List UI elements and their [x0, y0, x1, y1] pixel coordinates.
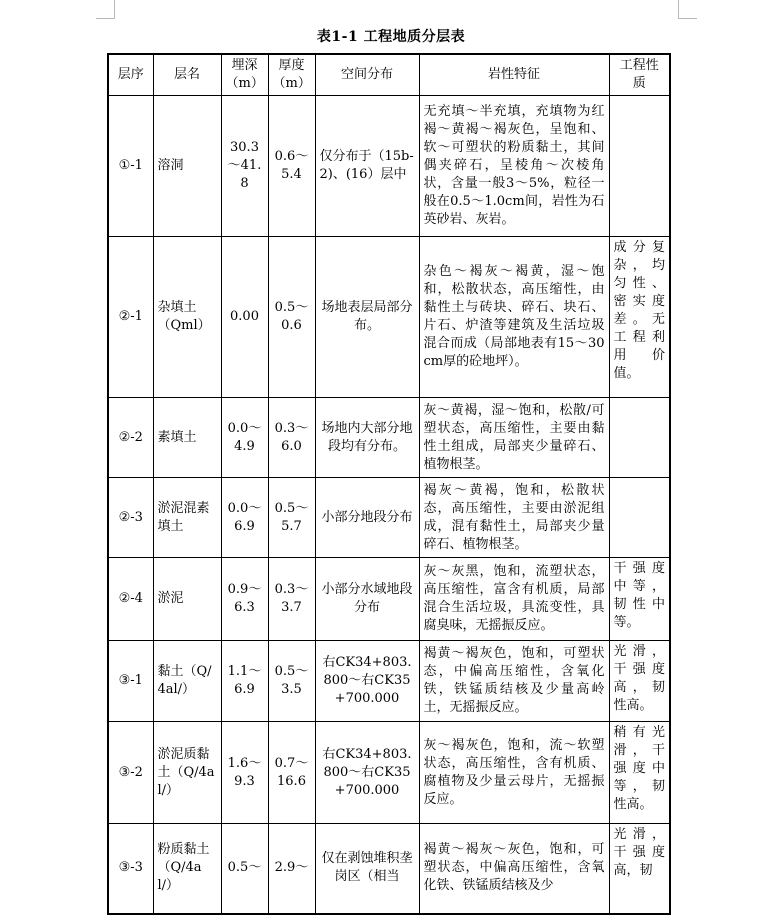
cell-layer-no: ②-3 — [108, 478, 153, 558]
cell-rock-features: 灰～褐灰色，饱和，流～软塑状态，高压缩性，含有机质、腐植物及少量云母片，无摇振反应。 — [419, 722, 609, 824]
cell-layer-no: ②-4 — [108, 558, 153, 641]
cell-thickness: 0.5～3.5 — [268, 641, 315, 722]
cell-burial-depth: 0.5～ — [221, 824, 268, 914]
table-title: 表1-1 工程地质分层表 — [316, 29, 466, 45]
cell-thickness: 2.9～ — [268, 824, 315, 914]
cell-distribution: 仅在剥蚀堆积垄岗区（相当 — [315, 824, 419, 914]
cell-layer-name: 溶洞 — [153, 96, 221, 237]
cell-rock-features: 灰～黄褐，湿～饱和，松散/可塑状态，高压缩性，主要由黏性土组成，局部夹少量碎石、植物根茎。 — [419, 398, 609, 478]
cell-rock-features: 杂色～褐灰～褐黄，湿～饱和，松散状态，高压缩性，由黏性土与砖块、碎石、块石、片石、炉渣等建筑及生活垃圾混合而成（局部地表有15～30cm厚的砼地坪）。 — [419, 237, 609, 398]
cell-rock-features: 褐黄～褐灰～灰色，饱和，可塑状态，中偏高压缩性，含氧化铁、铁锰质结核及少 — [419, 824, 609, 914]
cell-thickness: 0.5～0.6 — [268, 237, 315, 398]
cell-thickness: 0.6～5.4 — [268, 96, 315, 237]
cell-burial-depth: 0.0～4.9 — [221, 398, 268, 478]
table-row — [108, 478, 670, 558]
cell-burial-depth: 30.3～41.8 — [221, 96, 268, 237]
cell-layer-name: 黏土（Q/4al/） — [153, 641, 221, 722]
page-corner-mark-left — [96, 0, 115, 19]
cell-burial-depth: 0.00 — [221, 237, 268, 398]
cell-distribution: 右CK34+803.800～右CK35+700.000 — [315, 641, 419, 722]
table-row — [108, 237, 670, 398]
cell-distribution: 小部分水域地段分布 — [315, 558, 419, 641]
cell-layer-no: ③-3 — [108, 824, 153, 914]
cell-rock-features: 褐灰～黄褐，饱和，松散状态，高压缩性，主要由淤泥组成，混有黏性土，局部夹少量碎石、植物根茎。 — [419, 478, 609, 558]
cell-thickness: 0.7～16.6 — [268, 722, 315, 824]
cell-engineering — [609, 96, 670, 237]
cell-engineering: 稍有光滑，干强度中等，韧性高。 — [609, 722, 670, 824]
table-row — [108, 398, 670, 478]
header-rock-features: 岩性特征 — [419, 54, 609, 96]
cell-layer-no: ①-1 — [108, 96, 153, 237]
cell-burial-depth: 0.9～6.3 — [221, 558, 268, 641]
cell-distribution: 仅分布于（15b-2)、(16）层中 — [315, 96, 419, 237]
cell-distribution: 右CK34+803.800～右CK35+700.000 — [315, 722, 419, 824]
cell-layer-no: ②-1 — [108, 237, 153, 398]
header-engineering: 工程性质 — [609, 54, 670, 96]
cell-layer-name: 淤泥 — [153, 558, 221, 641]
table-row — [108, 641, 670, 722]
cell-thickness: 0.5～5.7 — [268, 478, 315, 558]
cell-layer-no: ②-2 — [108, 398, 153, 478]
cell-layer-name: 杂填土（Qml） — [153, 237, 221, 398]
cell-rock-features: 褐黄～褐灰色，饱和，可塑状态，中偏高压缩性，含氧化铁，铁锰质结核及少量高岭土，无摇振反应。 — [419, 641, 609, 722]
cell-thickness: 0.3～6.0 — [268, 398, 315, 478]
cell-layer-name: 淤泥质黏土（Q/4al/） — [153, 722, 221, 824]
cell-engineering: 光滑，干强度高，韧 — [609, 824, 670, 914]
header-layer-name: 层名 — [153, 54, 221, 96]
cell-burial-depth: 1.1～6.9 — [221, 641, 268, 722]
cell-burial-depth: 1.6～9.3 — [221, 722, 268, 824]
cell-layer-name: 素填土 — [153, 398, 221, 478]
geology-layer-table — [107, 53, 671, 915]
header-layer-no: 层序 — [108, 54, 153, 96]
page-corner-mark-right — [678, 0, 697, 19]
table-row — [108, 96, 670, 237]
cell-distribution: 场地表层局部分布。 — [315, 237, 419, 398]
cell-thickness: 0.3～3.7 — [268, 558, 315, 641]
cell-layer-name: 粉质黏土（Q/4al/） — [153, 824, 221, 914]
header-thickness: 厚度（m） — [268, 54, 315, 96]
cell-burial-depth: 0.0～6.9 — [221, 478, 268, 558]
table-row — [108, 722, 670, 824]
cell-rock-features: 灰～灰黑，饱和，流塑状态，高压缩性，富含有机质，局部混合生活垃圾，具流变性，具腐臭味，无摇振反应。 — [419, 558, 609, 641]
cell-layer-no: ③-2 — [108, 722, 153, 824]
header-distribution: 空间分布 — [315, 54, 419, 96]
cell-rock-features: 无充填～半充填，充填物为红褐～黄褐～褐灰色，呈饱和、软～可塑状的粉质黏土，其间偶夹碎石，呈棱角～次棱角状，含量一般3～5%，粒径一般在0.5～1.0cm间，岩性为石英砂岩、灰岩。 — [419, 96, 609, 237]
cell-distribution: 小部分地段分布 — [315, 478, 419, 558]
cell-engineering: 光滑，干强度高，韧性高。 — [609, 641, 670, 722]
cell-engineering: 成分复杂，均匀性、密实度差。无工程利用价值。 — [609, 237, 670, 398]
cell-distribution: 场地内大部分地段均有分布。 — [315, 398, 419, 478]
table-row — [108, 558, 670, 641]
table-row — [108, 824, 670, 914]
cell-engineering: 干强度中等，韧性中等。 — [609, 558, 670, 641]
header-burial-depth: 埋深（m） — [221, 54, 268, 96]
cell-layer-name: 淤泥混素填土 — [153, 478, 221, 558]
cell-layer-no: ③-1 — [108, 641, 153, 722]
header-row — [108, 54, 670, 96]
cell-engineering — [609, 478, 670, 558]
cell-engineering — [609, 398, 670, 478]
